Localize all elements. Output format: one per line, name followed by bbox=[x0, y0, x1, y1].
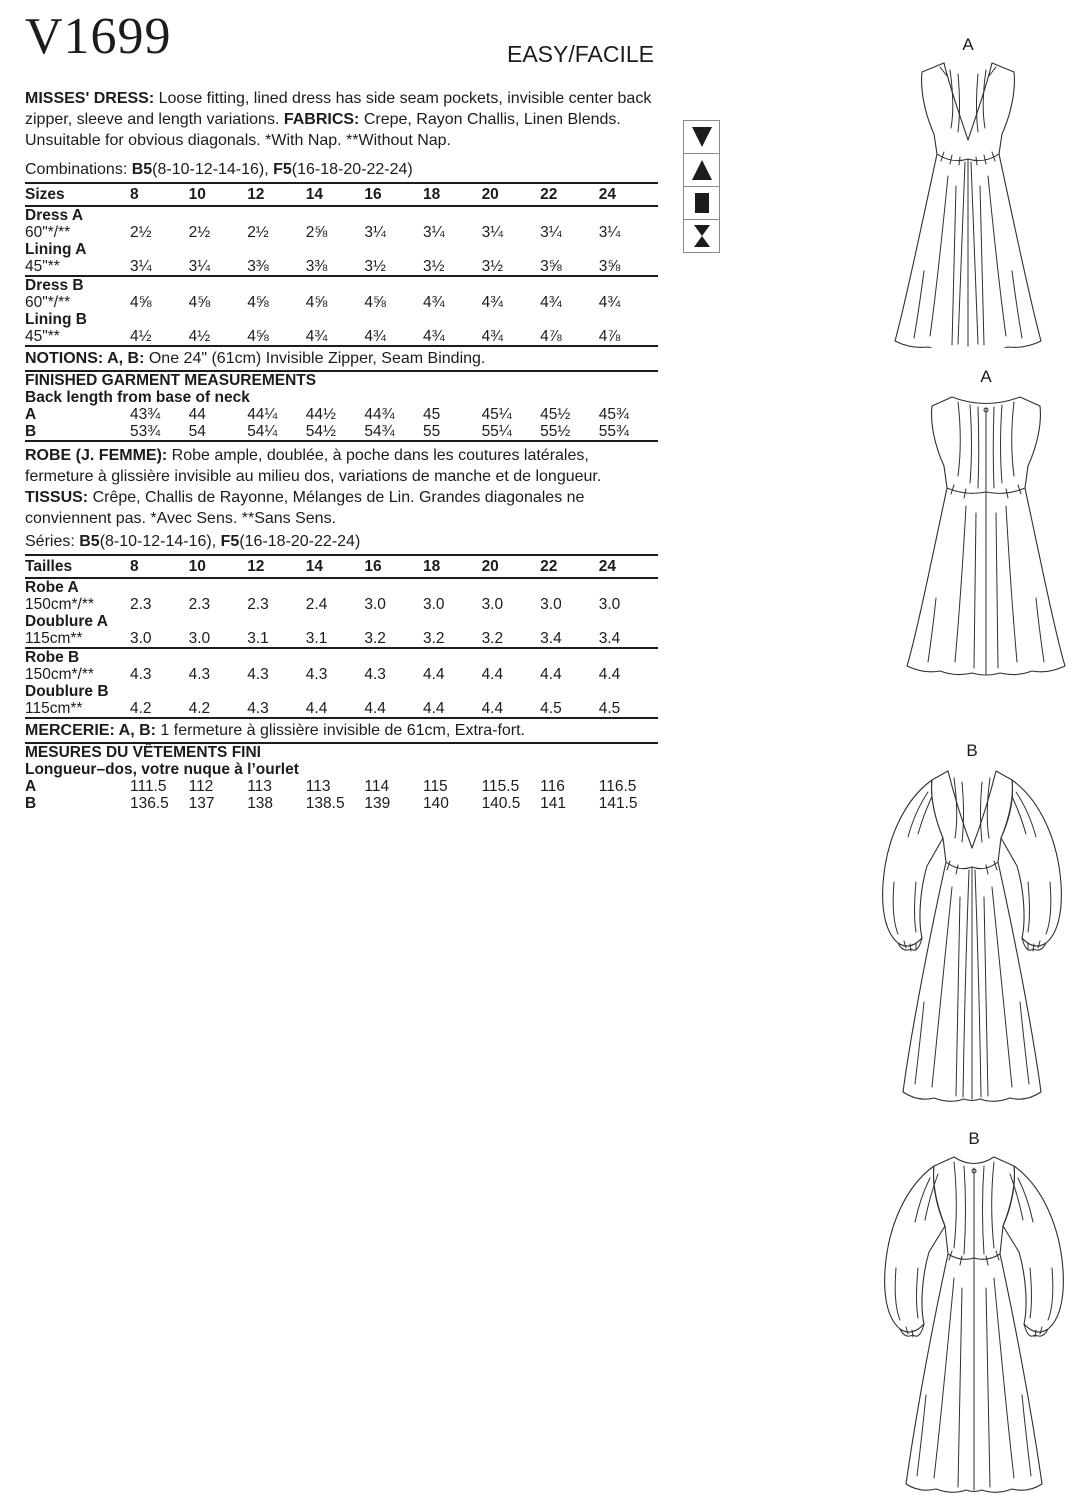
notions-body: One 24" (61cm) Invisible Zipper, Seam Binding. bbox=[144, 350, 486, 367]
table-cell: 4¾ bbox=[540, 294, 562, 311]
table-cell: 3.4 bbox=[540, 630, 562, 647]
table-cell: 55¾ bbox=[598, 423, 629, 440]
row-label: 150cm*/** bbox=[25, 596, 94, 613]
table-cell: 137 bbox=[188, 795, 215, 812]
combo-b5: B5 bbox=[131, 161, 153, 178]
combo-b5-sizes: (8-10-12-14-16), bbox=[152, 161, 274, 178]
table-cell: 53¾ bbox=[130, 423, 161, 440]
table-cell: 22 bbox=[540, 558, 558, 575]
difficulty-label: EASY/FACILE bbox=[506, 41, 654, 67]
table-row bbox=[25, 666, 658, 683]
dress-b-front-illustration bbox=[858, 762, 1080, 1102]
table-cell: 4.4 bbox=[422, 666, 445, 683]
description-body: Loose fitting, lined dress has side seam pockets, invisible center back zipper, sleeve and length variations. bbox=[25, 90, 652, 128]
table-row bbox=[25, 311, 658, 328]
table-cell: 4⅝ bbox=[130, 294, 152, 311]
table-cell: 55½ bbox=[540, 423, 571, 440]
table-cell: 112 bbox=[188, 778, 214, 795]
series-f5-sizes: (16-18-20-22-24) bbox=[239, 533, 361, 550]
robe-body: Robe ample, doublée, à poche dans les coutures latérales, fermeture à glissière invisible au milieu dos, variations de manche et de longueur. bbox=[25, 447, 602, 485]
table-row bbox=[25, 294, 658, 311]
table-cell: 141.5 bbox=[598, 795, 638, 812]
table-cell: 140.5 bbox=[481, 795, 521, 812]
text-column bbox=[25, 0, 658, 812]
table-cell: 3⅜ bbox=[305, 258, 328, 275]
description-english bbox=[25, 88, 658, 151]
row-label: Lining A bbox=[25, 241, 87, 258]
table-cell: 2½ bbox=[247, 224, 269, 241]
row-label: 60"*/** bbox=[25, 224, 71, 241]
table-cell: 14 bbox=[305, 558, 324, 575]
tissus-body: Crêpe, Challis de Rayonne, Mélanges de Lin. Grandes diagonales ne conviennent pas. *Avec Sens. **Sans Sens. bbox=[25, 489, 585, 527]
triangle-down-icon bbox=[684, 121, 719, 154]
description-french bbox=[25, 445, 658, 529]
table-cell: 4.4 bbox=[305, 700, 328, 717]
table-cell: 4⅞ bbox=[540, 328, 562, 345]
dress-a-back-illustration bbox=[888, 388, 1080, 678]
table-cell: 3¼ bbox=[188, 258, 211, 275]
table-cell: 3.2 bbox=[364, 630, 386, 647]
line-drawing-dress-b-front bbox=[858, 742, 1080, 1102]
table-cell: 3.0 bbox=[422, 596, 445, 613]
table-cell: 113 bbox=[305, 778, 331, 795]
row-label: 60"*/** bbox=[25, 294, 71, 311]
table-cell: 8 bbox=[130, 558, 139, 575]
finished-measurements-subtitle: Back length from base of neck bbox=[25, 389, 250, 406]
row-label: B bbox=[25, 423, 37, 440]
table-cell: 54½ bbox=[305, 423, 336, 440]
misses-dress-label: MISSES' DRESS: bbox=[25, 90, 155, 107]
table-cell: 3.1 bbox=[247, 630, 269, 647]
table-cell: 10 bbox=[188, 558, 206, 575]
table-cell: 4⅝ bbox=[364, 294, 386, 311]
table-cell: 4¾ bbox=[422, 294, 445, 311]
mercerie-line bbox=[25, 719, 658, 742]
table-cell: 45¼ bbox=[481, 406, 512, 423]
table-cell: 113 bbox=[247, 778, 272, 795]
table-cell: 2.4 bbox=[305, 596, 328, 613]
combo-f5: F5 bbox=[273, 161, 292, 178]
table-cell: 4.4 bbox=[364, 700, 386, 717]
combo-f5-sizes: (16-18-20-22-24) bbox=[291, 161, 413, 178]
table-cell: 3.0 bbox=[130, 630, 152, 647]
table-row bbox=[25, 406, 658, 423]
table-cell: 16 bbox=[364, 558, 382, 575]
table-cell: 2½ bbox=[130, 224, 152, 241]
table-cell: 44 bbox=[188, 406, 206, 423]
table-cell: 136.5 bbox=[130, 795, 169, 812]
table-cell: 4¾ bbox=[481, 294, 504, 311]
fabrics-label: FABRICS: bbox=[283, 111, 360, 128]
table-row bbox=[25, 700, 658, 717]
table-cell: 8 bbox=[130, 186, 139, 203]
table-cell: 3¼ bbox=[540, 224, 562, 241]
view-label: A bbox=[980, 367, 992, 386]
table-cell: 44½ bbox=[305, 406, 336, 423]
table-cell: 2.3 bbox=[130, 596, 152, 613]
table-cell: 22 bbox=[540, 186, 558, 203]
row-label: B bbox=[25, 795, 37, 812]
row-label: A bbox=[25, 406, 37, 423]
row-label: A bbox=[25, 778, 37, 795]
table-cell: 18 bbox=[422, 186, 441, 203]
notions-line bbox=[25, 347, 658, 370]
tissus-label: TISSUS: bbox=[25, 489, 89, 506]
combinations-line bbox=[25, 159, 658, 180]
dress-a-front-illustration bbox=[862, 56, 1074, 348]
table-cell: 3¼ bbox=[481, 224, 504, 241]
table-cell: 12 bbox=[247, 186, 265, 203]
table-cell: 24 bbox=[598, 558, 616, 575]
table-cell: 139 bbox=[364, 795, 391, 812]
hourglass-icon bbox=[684, 220, 719, 252]
table-cell: 4.5 bbox=[598, 700, 621, 717]
table-cell: 3¼ bbox=[598, 224, 621, 241]
table-cell: 3.0 bbox=[188, 630, 211, 647]
row-label: 45"** bbox=[25, 328, 60, 345]
table-cell: 4.3 bbox=[247, 666, 269, 683]
table-cell: 4¾ bbox=[364, 328, 386, 345]
table-cell: 141 bbox=[540, 795, 567, 812]
table-cell: 12 bbox=[247, 558, 265, 575]
metric-table-header bbox=[25, 556, 658, 577]
row-label: Robe B bbox=[25, 649, 80, 666]
finished-measurements-title: FINISHED GARMENT MEASUREMENTS bbox=[25, 372, 317, 389]
table-cell: 54 bbox=[188, 423, 206, 440]
table-cell: 4¾ bbox=[598, 294, 621, 311]
table-cell: 4½ bbox=[130, 328, 152, 345]
pattern-number: V1699 bbox=[25, 8, 172, 65]
row-label: Lining B bbox=[25, 311, 87, 328]
sizes-header-label: Sizes bbox=[25, 186, 65, 203]
row-label: 115cm** bbox=[25, 700, 83, 717]
row-label: Robe A bbox=[25, 579, 79, 596]
table-cell: 115.5 bbox=[481, 778, 520, 795]
table-cell: 4.4 bbox=[481, 666, 504, 683]
view-label: A bbox=[962, 35, 974, 54]
table-cell: 3.1 bbox=[305, 630, 328, 647]
series-b5: B5 bbox=[79, 533, 100, 550]
table-cell: 3.4 bbox=[598, 630, 621, 647]
table-cell: 4.3 bbox=[188, 666, 211, 683]
row-label: Doublure B bbox=[25, 683, 109, 700]
tailles-header-label: Tailles bbox=[25, 558, 73, 575]
table-row bbox=[25, 630, 658, 647]
table-cell: 3¼ bbox=[130, 258, 152, 275]
table-cell: 4.3 bbox=[247, 700, 269, 717]
table-cell: 4.4 bbox=[598, 666, 621, 683]
fabrics-body: Crepe, Rayon Challis, Linen Blends. Unsuitable for obvious diagonals. *With Nap. **Without Nap. bbox=[25, 111, 621, 149]
table-cell: 14 bbox=[305, 186, 324, 203]
row-label: 45"** bbox=[25, 258, 60, 275]
table-cell: 3.0 bbox=[598, 596, 621, 613]
table-cell: 4.5 bbox=[540, 700, 562, 717]
table-cell: 3.2 bbox=[422, 630, 445, 647]
table-row bbox=[25, 683, 658, 700]
table-cell: 3⅝ bbox=[598, 258, 621, 275]
table-cell: 10 bbox=[188, 186, 206, 203]
series-b5-sizes: (8-10-12-14-16), bbox=[99, 533, 221, 550]
triangle-up-icon bbox=[684, 154, 719, 187]
table-cell: 3.0 bbox=[481, 596, 504, 613]
table-row bbox=[25, 328, 658, 345]
table-cell: 4.4 bbox=[540, 666, 562, 683]
table-cell: 3¼ bbox=[422, 224, 445, 241]
cutting-symbols-strip bbox=[683, 120, 720, 253]
table-cell: 2½ bbox=[188, 224, 211, 241]
table-cell: 114 bbox=[364, 778, 390, 795]
table-cell: 4.4 bbox=[422, 700, 445, 717]
table-cell: 55 bbox=[422, 423, 441, 440]
line-drawing-dress-a-back bbox=[888, 368, 1080, 678]
robe-label: ROBE (J. FEMME): bbox=[25, 447, 168, 464]
table-cell: 3⅝ bbox=[540, 258, 562, 275]
table-row bbox=[25, 596, 658, 613]
rectangle-icon bbox=[684, 187, 719, 220]
table-cell: 4¾ bbox=[481, 328, 504, 345]
table-cell: 2.3 bbox=[247, 596, 269, 613]
table-cell: 138 bbox=[247, 795, 274, 812]
table-cell: 4¾ bbox=[422, 328, 445, 345]
table-cell: 3½ bbox=[422, 258, 445, 275]
table-cell: 3.0 bbox=[540, 596, 562, 613]
table-cell: 116.5 bbox=[598, 778, 637, 795]
row-label: 150cm*/** bbox=[25, 666, 94, 683]
table-cell: 4.3 bbox=[305, 666, 328, 683]
mercerie-body: 1 fermeture à glissière invisible de 61cm, Extra-fort. bbox=[155, 722, 525, 739]
table-cell: 138.5 bbox=[305, 795, 345, 812]
table-cell: 4.3 bbox=[364, 666, 386, 683]
row-label: Doublure A bbox=[25, 613, 108, 630]
table-cell: 3.2 bbox=[481, 630, 504, 647]
table-cell: 20 bbox=[481, 186, 499, 203]
table-row bbox=[25, 423, 658, 440]
table-cell: 54¼ bbox=[247, 423, 278, 440]
notions-label: NOTIONS: A, B: bbox=[25, 350, 145, 367]
table-row bbox=[25, 778, 658, 795]
table-cell: 3½ bbox=[364, 258, 386, 275]
table-cell: 4⅞ bbox=[598, 328, 621, 345]
table-cell: 4⅝ bbox=[247, 294, 269, 311]
mesures-subtitle: Longueur–dos, votre nuque à l’ourlet bbox=[25, 761, 299, 778]
view-label: B bbox=[966, 741, 978, 760]
table-cell: 2.3 bbox=[188, 596, 211, 613]
table-cell: 18 bbox=[422, 558, 441, 575]
table-cell: 3⅜ bbox=[247, 258, 269, 275]
table-cell: 4⅝ bbox=[305, 294, 328, 311]
table-row bbox=[25, 277, 658, 294]
combinations-prefix: Combinations: bbox=[25, 161, 132, 178]
table-cell: 2⅝ bbox=[305, 224, 328, 241]
dress-b-back-illustration bbox=[862, 1150, 1080, 1496]
line-drawing-dress-a-front bbox=[862, 36, 1074, 348]
mesures-title: MESURES DU VÊTEMENTS FINI bbox=[25, 744, 261, 761]
table-cell: 54¾ bbox=[364, 423, 395, 440]
view-label: B bbox=[968, 1129, 980, 1148]
table-cell: 55¼ bbox=[481, 423, 512, 440]
table-cell: 44¼ bbox=[247, 406, 278, 423]
table-cell: 4.3 bbox=[130, 666, 152, 683]
table-row bbox=[25, 649, 658, 666]
table-cell: 3.0 bbox=[364, 596, 386, 613]
size-table-header bbox=[25, 184, 658, 205]
mercerie-label: MERCERIE: A, B: bbox=[25, 722, 156, 739]
table-cell: 3½ bbox=[481, 258, 504, 275]
table-cell: 3¼ bbox=[364, 224, 386, 241]
table-cell: 20 bbox=[481, 558, 499, 575]
row-label: 115cm** bbox=[25, 630, 83, 647]
line-drawing-dress-b-back bbox=[862, 1130, 1080, 1496]
series-line bbox=[25, 531, 658, 552]
table-cell: 4.4 bbox=[481, 700, 504, 717]
series-f5: F5 bbox=[220, 533, 240, 550]
table-cell: 4¾ bbox=[305, 328, 328, 345]
table-cell: 16 bbox=[364, 186, 382, 203]
table-cell: 116 bbox=[540, 778, 565, 795]
table-cell: 4½ bbox=[188, 328, 211, 345]
series-prefix: Séries: bbox=[25, 533, 80, 550]
table-cell: 4⅝ bbox=[188, 294, 211, 311]
table-cell: 115 bbox=[422, 778, 448, 795]
table-row bbox=[25, 241, 658, 258]
table-cell: 111.5 bbox=[130, 778, 167, 795]
table-cell: 24 bbox=[598, 186, 616, 203]
table-cell: 45½ bbox=[540, 406, 571, 423]
divider bbox=[25, 440, 658, 442]
table-cell: 43¾ bbox=[130, 406, 161, 423]
table-cell: 140 bbox=[422, 795, 449, 812]
table-cell: 45¾ bbox=[598, 406, 629, 423]
table-cell: 45 bbox=[422, 406, 441, 423]
table-row bbox=[25, 579, 658, 596]
table-cell: 4.2 bbox=[188, 700, 211, 717]
table-row bbox=[25, 795, 658, 812]
table-cell: 4.2 bbox=[130, 700, 152, 717]
table-row bbox=[25, 224, 658, 241]
row-label: Dress B bbox=[25, 277, 84, 294]
table-row bbox=[25, 258, 658, 275]
row-label: Dress A bbox=[25, 207, 84, 224]
table-cell: 44¾ bbox=[364, 406, 395, 423]
table-cell: 4⅝ bbox=[247, 328, 269, 345]
table-row bbox=[25, 613, 658, 630]
table-row bbox=[25, 207, 658, 224]
